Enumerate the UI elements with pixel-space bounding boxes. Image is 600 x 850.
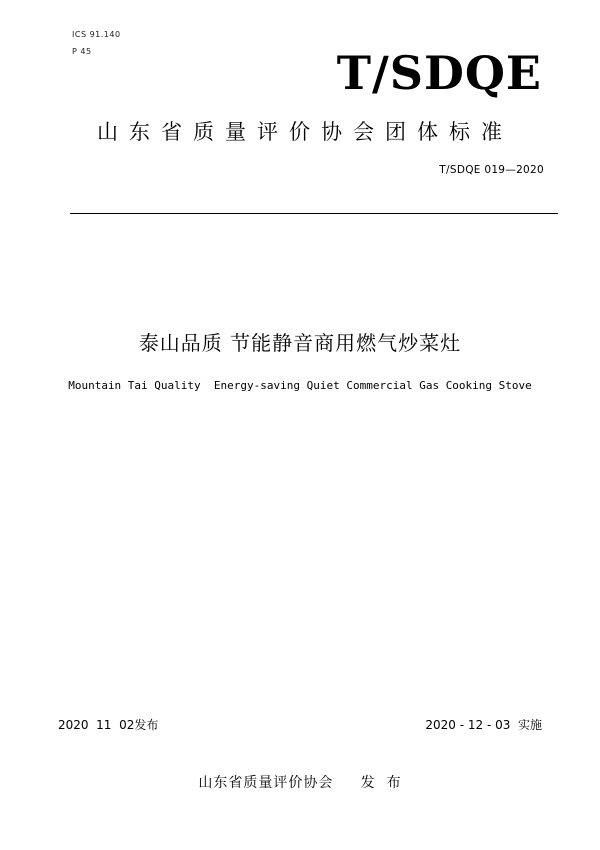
implementation-date: 2020 - 12 - 03 实施 xyxy=(425,718,542,732)
issuing-organization: 山东省质量评价协会 发 布 xyxy=(198,775,402,791)
document-title-chinese: 泰山品质 节能静音商用燃气炒菜灶 xyxy=(138,331,462,355)
standard-number: T/SDQE 019—2020 xyxy=(439,164,544,176)
document-title-english: Mountain Tai Quality Energy-saving Quiet Commercial Gas Cooking Stove xyxy=(68,379,532,392)
organization-code: T/SDQE xyxy=(336,46,542,100)
ics-code: ICS 91.140 xyxy=(72,30,121,39)
standard-type-title: 山东省质量评价协会团体标准 xyxy=(97,120,513,144)
issue-date: 2020 11 02发布 xyxy=(58,718,159,732)
ccs-code: P 45 xyxy=(72,47,92,56)
header-divider xyxy=(70,213,558,214)
